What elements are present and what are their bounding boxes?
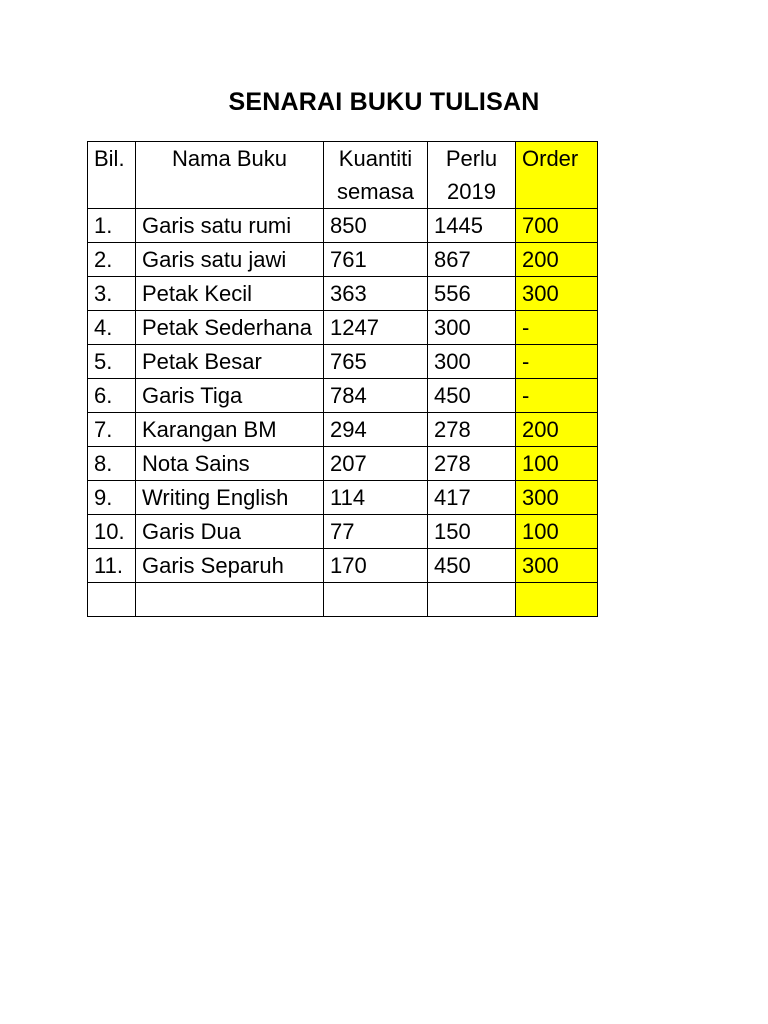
cell-nama-buku [136,583,324,617]
cell-kuantiti-semasa: 1247 [324,311,428,345]
book-table [87,141,598,617]
cell-bil: 7. [88,413,136,447]
cell-kuantiti-semasa: 207 [324,447,428,481]
table-row [88,277,598,311]
cell-kuantiti-semasa [324,583,428,617]
cell-bil: 9. [88,481,136,515]
table-row [88,311,598,345]
cell-perlu-2019: 450 [428,379,516,413]
cell-nama-buku: Garis Dua [136,515,324,549]
table-row [88,481,598,515]
table-row [88,379,598,413]
cell-bil: 11. [88,549,136,583]
cell-order: 300 [516,277,598,311]
cell-perlu-2019: 300 [428,311,516,345]
cell-bil: 6. [88,379,136,413]
cell-kuantiti-semasa: 170 [324,549,428,583]
header-bil: Bil. [88,142,136,209]
cell-order: 300 [516,481,598,515]
cell-nama-buku: Karangan BM [136,413,324,447]
cell-nama-buku: Garis satu rumi [136,209,324,243]
header-kuantiti-semasa: Kuantiti semasa [324,142,428,209]
cell-bil [88,583,136,617]
header-order: Order [516,142,598,209]
table-row [88,413,598,447]
cell-bil: 10. [88,515,136,549]
cell-order [516,583,598,617]
cell-bil: 5. [88,345,136,379]
cell-order: 200 [516,413,598,447]
cell-perlu-2019: 867 [428,243,516,277]
cell-order: 200 [516,243,598,277]
cell-order: - [516,345,598,379]
cell-nama-buku: Petak Besar [136,345,324,379]
table-row [88,209,598,243]
table-body [88,209,598,617]
cell-perlu-2019: 278 [428,447,516,481]
header-nama-buku: Nama Buku [136,142,324,209]
cell-nama-buku: Nota Sains [136,447,324,481]
cell-order: 700 [516,209,598,243]
table-row [88,549,598,583]
cell-order: 300 [516,549,598,583]
table-row [88,515,598,549]
cell-nama-buku: Writing English [136,481,324,515]
cell-perlu-2019: 150 [428,515,516,549]
cell-bil: 4. [88,311,136,345]
cell-kuantiti-semasa: 784 [324,379,428,413]
cell-order: 100 [516,447,598,481]
table-row [88,447,598,481]
cell-order: - [516,311,598,345]
cell-perlu-2019 [428,583,516,617]
cell-kuantiti-semasa: 761 [324,243,428,277]
cell-perlu-2019: 278 [428,413,516,447]
table-row [88,243,598,277]
cell-kuantiti-semasa: 294 [324,413,428,447]
cell-perlu-2019: 417 [428,481,516,515]
cell-bil: 1. [88,209,136,243]
cell-nama-buku: Petak Kecil [136,277,324,311]
cell-kuantiti-semasa: 114 [324,481,428,515]
cell-bil: 2. [88,243,136,277]
cell-perlu-2019: 450 [428,549,516,583]
cell-kuantiti-semasa: 363 [324,277,428,311]
cell-kuantiti-semasa: 850 [324,209,428,243]
cell-nama-buku: Petak Sederhana [136,311,324,345]
cell-perlu-2019: 556 [428,277,516,311]
table-row [88,345,598,379]
cell-nama-buku: Garis satu jawi [136,243,324,277]
cell-bil: 3. [88,277,136,311]
cell-bil: 8. [88,447,136,481]
page-title: SENARAI BUKU TULISAN [228,88,540,116]
header-perlu-2019: Perlu 2019 [428,142,516,209]
table-row [88,583,598,617]
cell-order: 100 [516,515,598,549]
cell-nama-buku: Garis Tiga [136,379,324,413]
cell-kuantiti-semasa: 765 [324,345,428,379]
cell-perlu-2019: 300 [428,345,516,379]
cell-perlu-2019: 1445 [428,209,516,243]
cell-nama-buku: Garis Separuh [136,549,324,583]
cell-order: - [516,379,598,413]
table-header-row [88,142,598,209]
cell-kuantiti-semasa: 77 [324,515,428,549]
